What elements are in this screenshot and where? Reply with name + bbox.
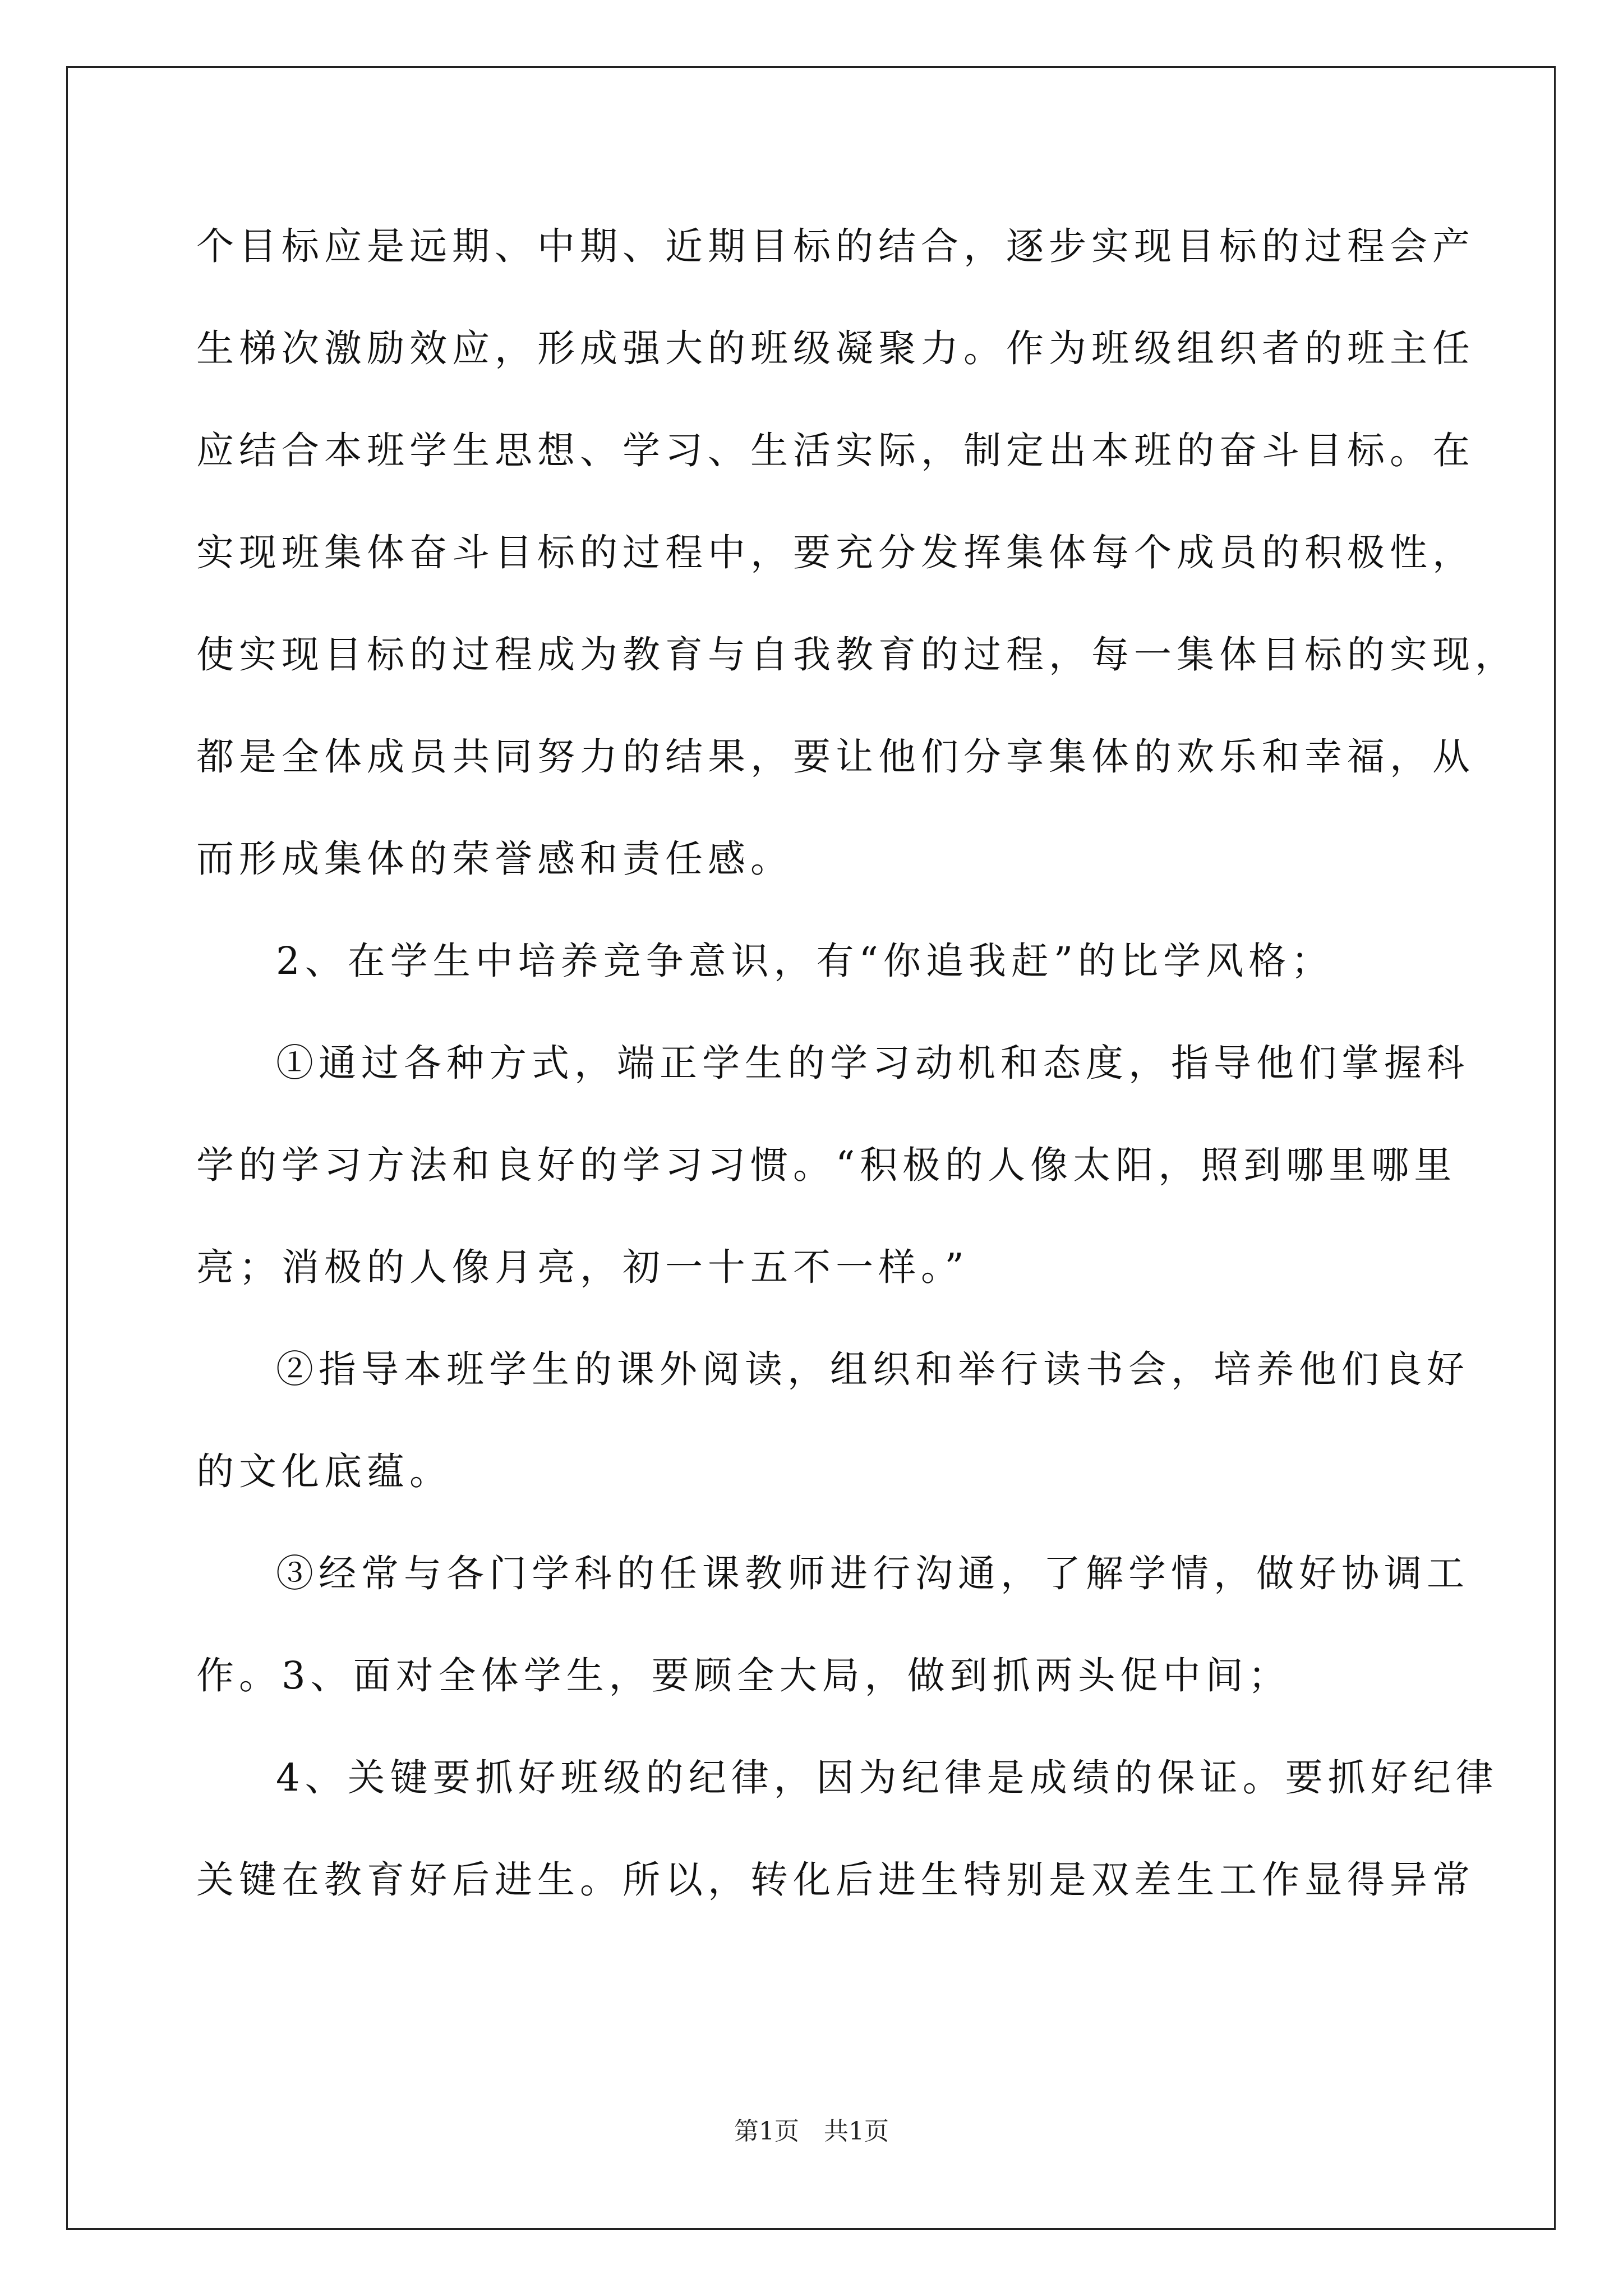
- document-body: [196, 209, 1518, 1944]
- text-line: 4、关键要抓好班级的纪律，因为纪律是成绩的保证。要抓好纪律: [276, 1756, 1498, 1800]
- text-line: 作。3、面对全体学生，要顾全大局，做到抓两头促中间；: [196, 1654, 1291, 1697]
- text-line: 而形成集体的荣誉感和责任感。: [196, 837, 793, 881]
- text-line: ②指导本班学生的课外阅读，组织和举行读书会，培养他们良好: [276, 1347, 1469, 1391]
- text-line: 都是全体成员共同努力的结果，要让他们分享集体的欢乐和幸福，从: [196, 735, 1475, 779]
- text-line: 个目标应是远期、中期、近期目标的结合，逐步实现目标的过程会产: [196, 224, 1475, 268]
- text-line: 生梯次激励效应，形成强大的班级凝聚力。作为班级组织者的班主任: [196, 326, 1475, 370]
- text-line: 2、在学生中培养竞争意识，有“你追我赶”的比学风格；: [276, 939, 1334, 983]
- text-line: 使实现目标的过程成为教育与自我教育的过程，每一集体目标的实现，: [196, 633, 1518, 677]
- text-line: 应结合本班学生思想、学习、生活实际，制定出本班的奋斗目标。在: [196, 429, 1475, 472]
- text-line: 的文化底蕴。: [196, 1450, 452, 1493]
- text-line: 关键在教育好后进生。所以，转化后进生特别是双差生工作显得异常: [196, 1858, 1475, 1902]
- text-line: 亮；消极的人像月亮，初一十五不一样。”: [196, 1245, 969, 1289]
- text-line: ③经常与各门学科的任课教师进行沟通，了解学情，做好协调工: [276, 1552, 1469, 1595]
- text-line: 实现班集体奋斗目标的过程中，要充分发挥集体每个成员的积极性，: [196, 531, 1475, 574]
- page-footer: 第1页 共1页: [734, 2117, 889, 2146]
- text-line: ①通过各种方式，端正学生的学习动机和态度，指导他们掌握科: [276, 1041, 1469, 1085]
- text-line: 学的学习方法和良好的学习习惯。“积极的人像太阳，照到哪里哪里: [196, 1143, 1457, 1187]
